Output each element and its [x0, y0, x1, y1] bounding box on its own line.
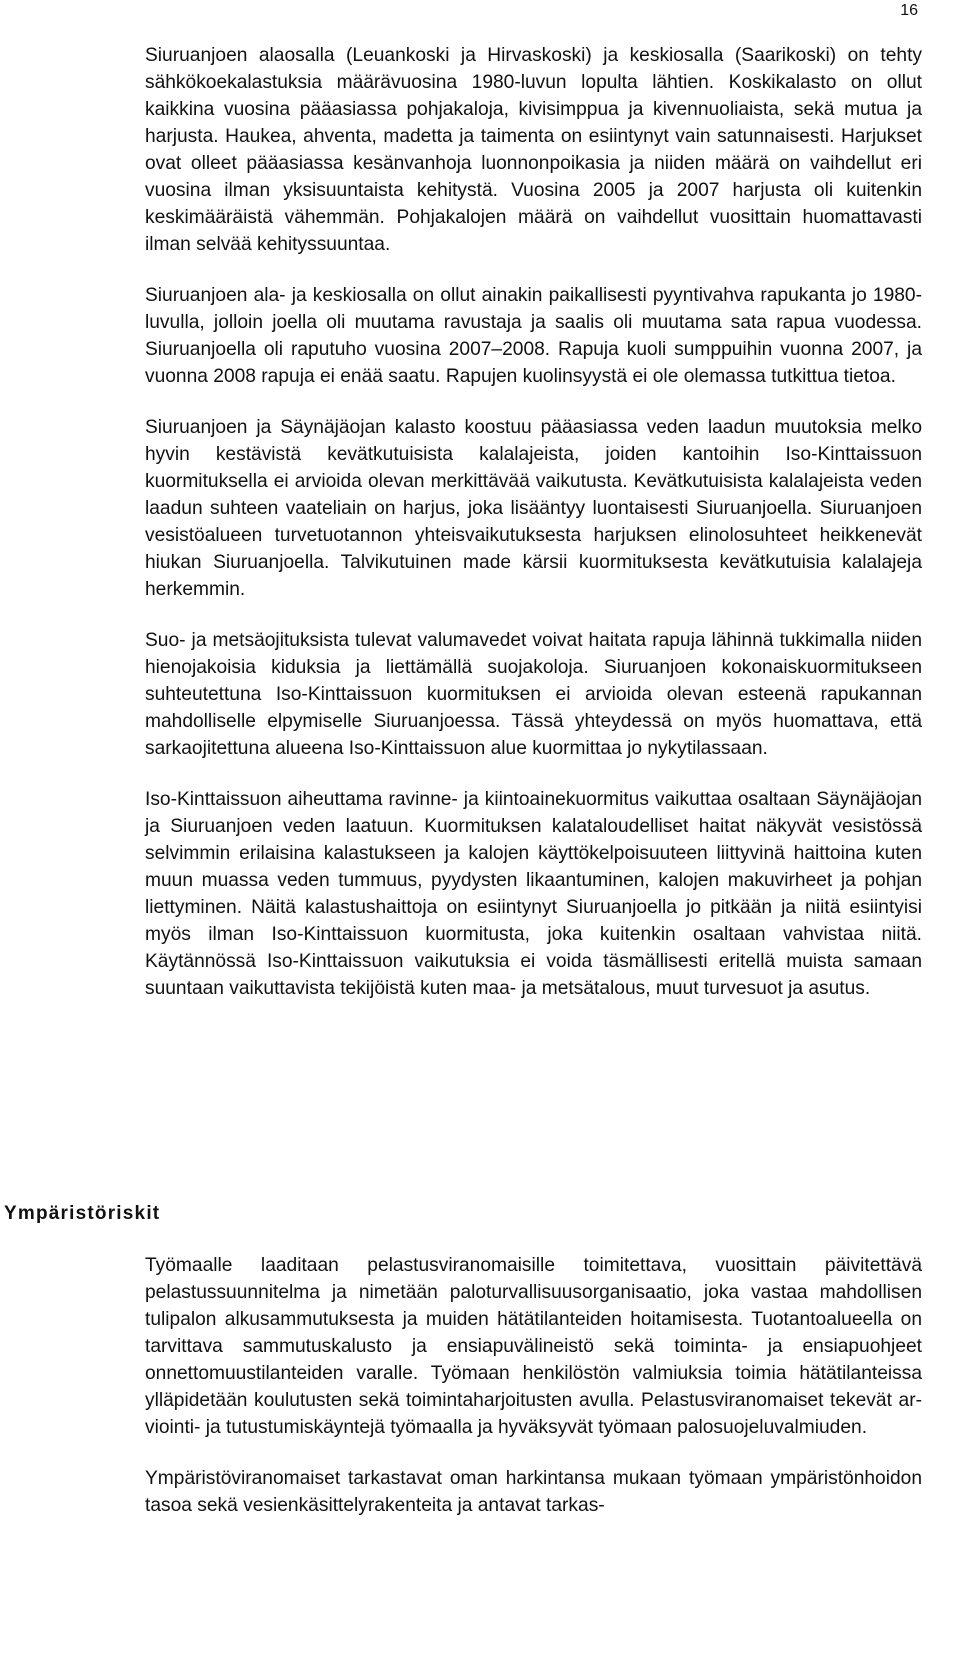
paragraph-load-impacts: Iso-Kinttaissuon aiheuttama ravinne- ja kiintoainekuormitus vaikuttaa osaltaan Säynäjäojan ja Siuruanjoen veden laatuun. Kuormituksen kalataloudelliset haitat näkyvät vesistössä selvimmin erilaisina kalastukseen ja kalojen käyttökelpoisuuteen liittyvinä haittoina kuten muun muassa veden tummuus, pyydysten likaantuminen, kalojen makuvirheet ja pohjan liettyminen. Näitä kalastushaittoja on esiintynyt Siuruanjoella jo pitkään ja niitä esiintyisi myös ilman Iso-Kinttaissuon kuormitusta, joka kuitenkin osaltaan vahvistaa niitä. Käytännössä Iso-Kinttaissuon vaikutuksia ei voida täsmällisesti eritellä muista samaan suuntaan vaikuttavista tekijöistä kuten maa- ja metsätalous, muut turvesuot ja asutus. [145, 789, 922, 999]
body-section-2 [145, 1252, 922, 1519]
body-section-1 [145, 42, 922, 1002]
paragraph-inspections: Ympäristöviranomaiset tarkastavat oman harkintansa mukaan työmaan ympäristönhoidon tasoa sekä vesienkäsittelyrakenteita ja antavat tarkas- [145, 1468, 922, 1516]
paragraph-drainage-effects: Suo- ja metsäojituksista tulevat valumavedet voivat haitata rapuja lähinnä tukkimalla niiden hienojakoisia kiduksia ja liettämällä suojakoloja. Siuruanjoen kokonaiskuormitukseen suhteutettuna Iso-Kinttaissuon kuormituksen ei arvioida olevan esteenä rapukannan mahdolliselle elpymiselle Siuruanjoessa. Tässä yhteydessä on myös huomattava, että sarkaojitettuna alueena Iso-Kinttaissuon alue kuormittaa jo nykytilassaan. [145, 630, 922, 759]
paragraph-rescue-plan: Työmaalle laaditaan pelastusviranomaisille toimitettava, vuosittain päivitettävä pelastussuunnitelma ja nimetään paloturvallisuusorganisaatio, joka vastaa mahdollisen tulipalon alkusammutuksesta ja muiden hätätilanteiden hoitamisesta. Tuotantoalueella on tarvittava sammutuskalusto ja ensiapuvälineistö sekä toiminta- ja ensiapuohjeet onnettomuustilanteiden varalle. Työmaan henkilöstön valmiuksia toimia hätätilanteissa ylläpidetään koulutusten sekä toimintaharjoitusten avulla. Pelastusviranomaiset tekevät arviointi- ja tutustumiskäyntejä työmaalla ja hyväksyvät työmaan palosuojeluvalmiuden. [145, 1255, 922, 1438]
paragraph-fish-stock: Siuruanjoen ja Säynäjäojan kalasto koostuu pääasiassa veden laadun muutoksia melko hyvin kestävistä kevätkutuisista kalalajeista, joiden kantoihin Iso-Kinttaissuon kuormituksella ei arvioida olevan merkittävää vaikutusta. Kevätkutuisista kalalajeista veden laadun suhteen vaateliain on harjus, joka lisääntyy luontaisesti Siuruanjoella. Siuruanjoen vesistöalueen turvetuotannon yhteisvaikutuksesta harjuksen elinolosuhteet heikkenevät hiukan Siuruanjoella. Talvikutuinen made kärsii kuormituksesta kevätkutuisia kalalajeja herkemmin. [145, 417, 922, 600]
paragraph-fish-survey: Siuruanjoen alaosalla (Leuankoski ja Hirvaskoski) ja keskiosalla (Saarikoski) on tehty sähkökoekalastuksia määrävuosina 1980-luvun lopulta lähtien. Koskikalasto on ollut kaikkina vuosina pääasiassa pohjakaloja, kivisimppua ja kivennuoliaista, sekä mutua ja harjusta. Haukea, ahventa, madetta ja taimenta on esiintynyt vain satunnaisesti. Harjukset ovat olleet pääasiassa kesänvanhoja luonnonpoikasia ja niiden määrä on vaihdellut eri vuosina ilman yksisuuntaista kehitystä. Vuosina 2005 ja 2007 harjusta oli kuitenkin keskimääräistä vähemmän. Pohjakalojen määrä on vaihdellut vuosittain huomattavasti ilman selvää kehityssuuntaa. [145, 45, 922, 255]
paragraph-crayfish: Siuruanjoen ala- ja keskiosalla on ollut ainakin paikallisesti pyyntivahva rapukanta jo 1980-luvulla, jolloin joella oli muutama ravustaja ja saalis oli muutama sata rapua vuodessa. Siuruanjoella oli raputuho vuosina 2007–2008. Rapuja kuoli sumppuihin vuonna 2007, ja vuonna 2008 rapuja ei enää saatu. Rapujen kuolinsyystä ei ole olemassa tutkittua tietoa. [145, 285, 922, 387]
page-number: 16 [900, 2, 918, 19]
section-heading: Ympäristöriskit [4, 1203, 161, 1224]
